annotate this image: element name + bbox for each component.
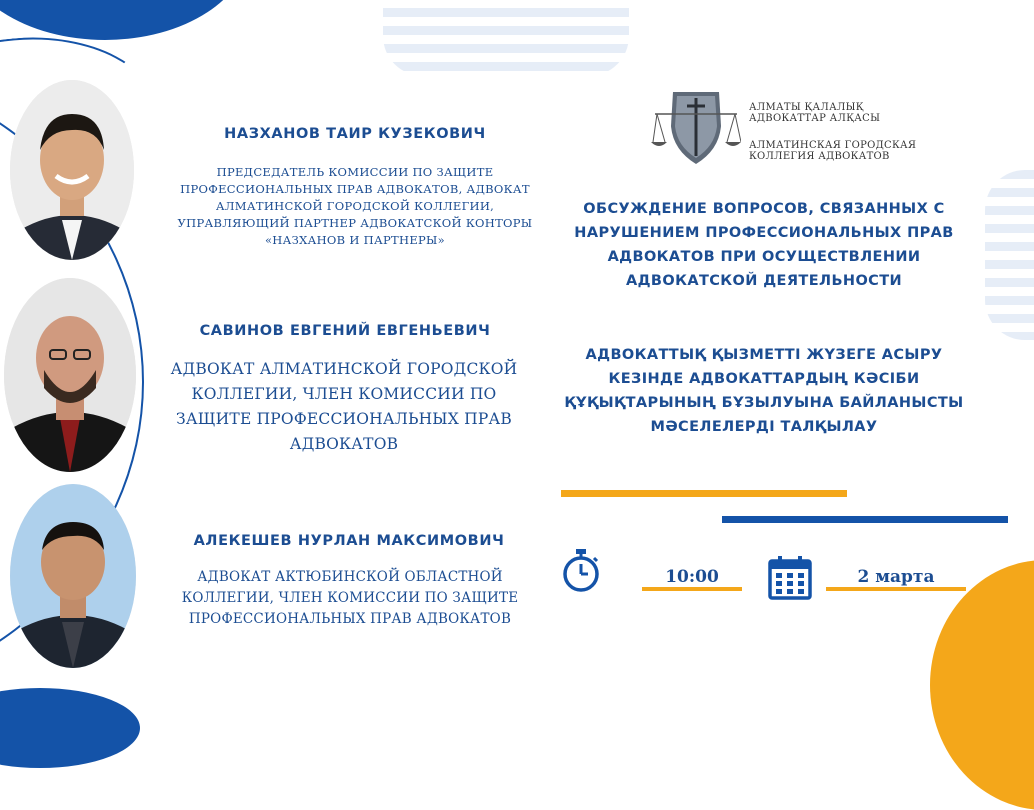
decor-blob-bottom-left bbox=[0, 688, 140, 768]
person-icon bbox=[10, 484, 136, 668]
stopwatch-icon bbox=[560, 548, 602, 592]
bar-association-logo bbox=[651, 86, 741, 168]
speaker-2-name: САВИНОВ ЕВГЕНИЙ ЕВГЕНЬЕВИЧ bbox=[199, 323, 491, 339]
event-date: 2 марта bbox=[857, 567, 935, 587]
date-underline bbox=[826, 587, 966, 591]
decor-blob-top-left bbox=[0, 0, 250, 40]
speaker-1-name: НАЗХАНОВ ТАИР КУЗЕКОВИЧ bbox=[224, 126, 486, 142]
decor-stripes-right bbox=[985, 170, 1034, 340]
calendar-icon bbox=[768, 556, 812, 600]
logo-text-kz-line2: АДВОКАТТАР АЛҚАСЫ bbox=[749, 113, 881, 124]
decor-stripes-top bbox=[383, 8, 629, 76]
speaker-1-photo bbox=[10, 80, 134, 260]
event-title-ru: ОБСУЖДЕНИЕ ВОПРОСОВ, СВЯЗАННЫХ С НАРУШЕНИЕМ ПРОФЕССИОНАЛЬНЫХ ПРАВ АДВОКАТОВ ПРИ ОСУЩЕСТВЛЕНИИ АДВОКАТСКОЙ ДЕЯТЕЛЬНОСТИ bbox=[574, 201, 954, 289]
decor-bar-orange bbox=[561, 490, 847, 497]
person-icon bbox=[10, 80, 134, 260]
decor-blob-bottom-right bbox=[930, 560, 1034, 810]
decor-bar-blue bbox=[722, 516, 1008, 523]
logo-text-ru-line2: КОЛЛЕГИЯ АДВОКАТОВ bbox=[749, 151, 890, 162]
logo-text-kz-line1: АЛМАТЫ ҚАЛАЛЫҚ bbox=[749, 102, 864, 113]
speaker-3-name: АЛЕКЕШЕВ НУРЛАН МАКСИМОВИЧ bbox=[193, 533, 505, 549]
logo-text-ru-line1: АЛМАТИНСКАЯ ГОРОДСКАЯ bbox=[749, 140, 917, 151]
person-icon bbox=[4, 278, 136, 472]
speaker-1-description: ПРЕДСЕДАТЕЛЬ КОМИССИИ ПО ЗАЩИТЕ ПРОФЕССИОНАЛЬНЫХ ПРАВ АДВОКАТОВ, АДВОКАТ АЛМАТИНСКОЙ ГОРОДСКОЙ КОЛЛЕГИИ, УПРАВЛЯЮЩИЙ ПАРТНЕР АДВОКАТСКОЙ КОНТОРЫ «НАЗХАНОВ И ПАРТНЕРЫ» bbox=[177, 165, 533, 247]
time-underline bbox=[642, 587, 742, 591]
shield-scales-icon bbox=[651, 86, 741, 168]
speaker-3-photo bbox=[10, 484, 136, 668]
speaker-2-photo bbox=[4, 278, 136, 472]
speaker-3-description: АДВОКАТ АКТЮБИНСКОЙ ОБЛАСТНОЙ КОЛЛЕГИИ, ЧЛЕН КОМИССИИ ПО ЗАЩИТЕ ПРОФЕССИОНАЛЬНЫХ ПРАВ АДВОКАТОВ bbox=[181, 569, 519, 627]
speaker-2-description: АДВОКАТ АЛМАТИНСКОЙ ГОРОДСКОЙ КОЛЛЕГИИ, ЧЛЕН КОМИССИИ ПО ЗАЩИТЕ ПРОФЕССИОНАЛЬНЫХ ПРАВ АДВОКАТОВ bbox=[170, 360, 518, 453]
event-time: 10:00 bbox=[665, 567, 719, 587]
event-title-kz: АДВОКАТТЫҚ ҚЫЗМЕТТІ ЖҮЗЕГЕ АСЫРУ КЕЗІНДЕ АДВОКАТТАРДЫҢ КӘСІБИ ҚҰҚЫҚТАРЫНЫҢ БҰЗЫЛУЫНА БАЙЛАНЫСТЫ МӘСЕЛЕЛЕРДІ ТАЛҚЫЛАУ bbox=[564, 347, 964, 435]
